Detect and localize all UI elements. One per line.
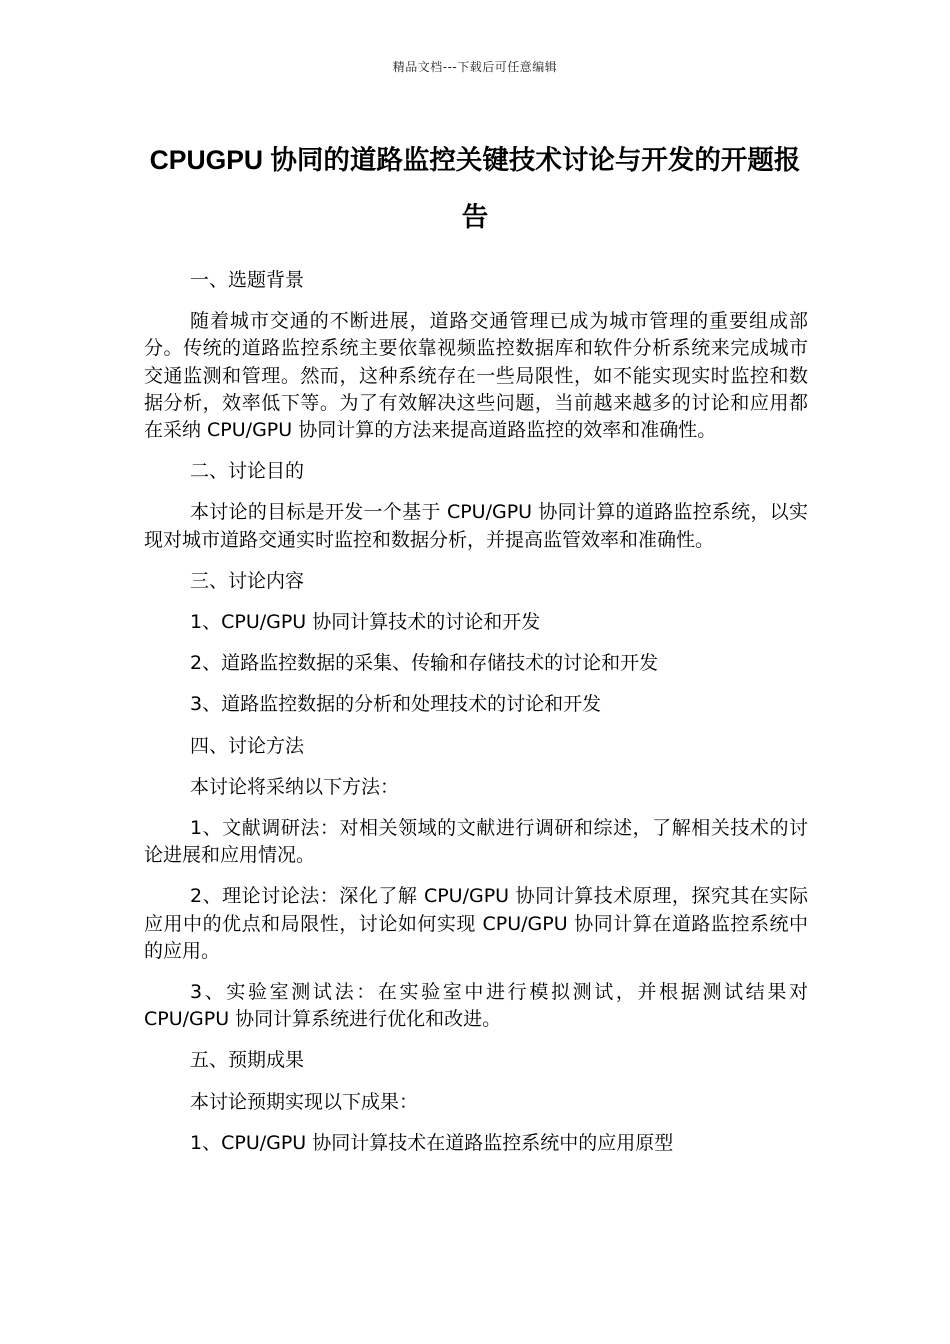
list-item-results-1: 1、CPU/GPU 协同计算技术在道路监控系统中的应用原型 xyxy=(190,1131,674,1154)
section-heading-results: 五、预期成果 xyxy=(190,1049,305,1072)
document-body xyxy=(144,267,808,1171)
list-item-method-1: 1、文献调研法：对相关领域的文献进行调研和综述，了解相关技术的讨论进展和应用情况。 xyxy=(144,817,808,867)
section-heading-method: 四、讨论方法 xyxy=(190,734,305,757)
list-item-content-3: 3、道路监控数据的分析和处理技术的讨论和开发 xyxy=(190,693,602,716)
list-item-content-1: 1、CPU/GPU 协同计算技术的讨论和开发 xyxy=(190,611,541,634)
list-item-method-2: 2、理论讨论法：深化了解 CPU/GPU 协同计算技术原理，探究其在实际应用中的优点和局限性，讨论如何实现 CPU/GPU 协同计算在道路监控系统中的应用。 xyxy=(144,885,808,962)
section-heading-content: 三、讨论内容 xyxy=(190,569,305,592)
paragraph-background: 随着城市交通的不断进展，道路交通管理已成为城市管理的重要组成部分。传统的道路监控系统主要依靠视频监控数据库和软件分析系统来完成城市交通监测和管理。然而，这种系统存在一些局限性，如不能实现实时监控和数据分析，效率低下等。为了有效解决这些问题，当前越来越多的讨论和应用都在采纳 CPU/GPU 协同计算的方法来提高道路监控的效率和准确性。 xyxy=(144,310,808,442)
section-heading-purpose: 二、讨论目的 xyxy=(190,460,305,483)
document-title: CPUGPU 协同的道路监控关键技术讨论与开发的开题报告 xyxy=(149,145,801,232)
section-heading-background: 一、选题背景 xyxy=(190,269,305,291)
paragraph-purpose: 本讨论的目标是开发一个基于 CPU/GPU 协同计算的道路监控系统，以实现对城市道路交通实时监控和数据分析，并提高监管效率和准确性。 xyxy=(144,501,808,551)
list-item-content-2: 2、道路监控数据的采集、传输和存储技术的讨论和开发 xyxy=(190,652,659,675)
list-item-method-3: 3、实验室测试法：在实验室中进行模拟测试，并根据测试结果对 CPU/GPU 协同计算系统进行优化和改进。 xyxy=(144,981,808,1031)
paragraph-results-intro: 本讨论预期实现以下成果： xyxy=(190,1090,419,1113)
header-note: 精品文档---下载后可任意编辑 xyxy=(392,60,558,74)
paragraph-method-intro: 本讨论将采纳以下方法： xyxy=(190,775,400,798)
